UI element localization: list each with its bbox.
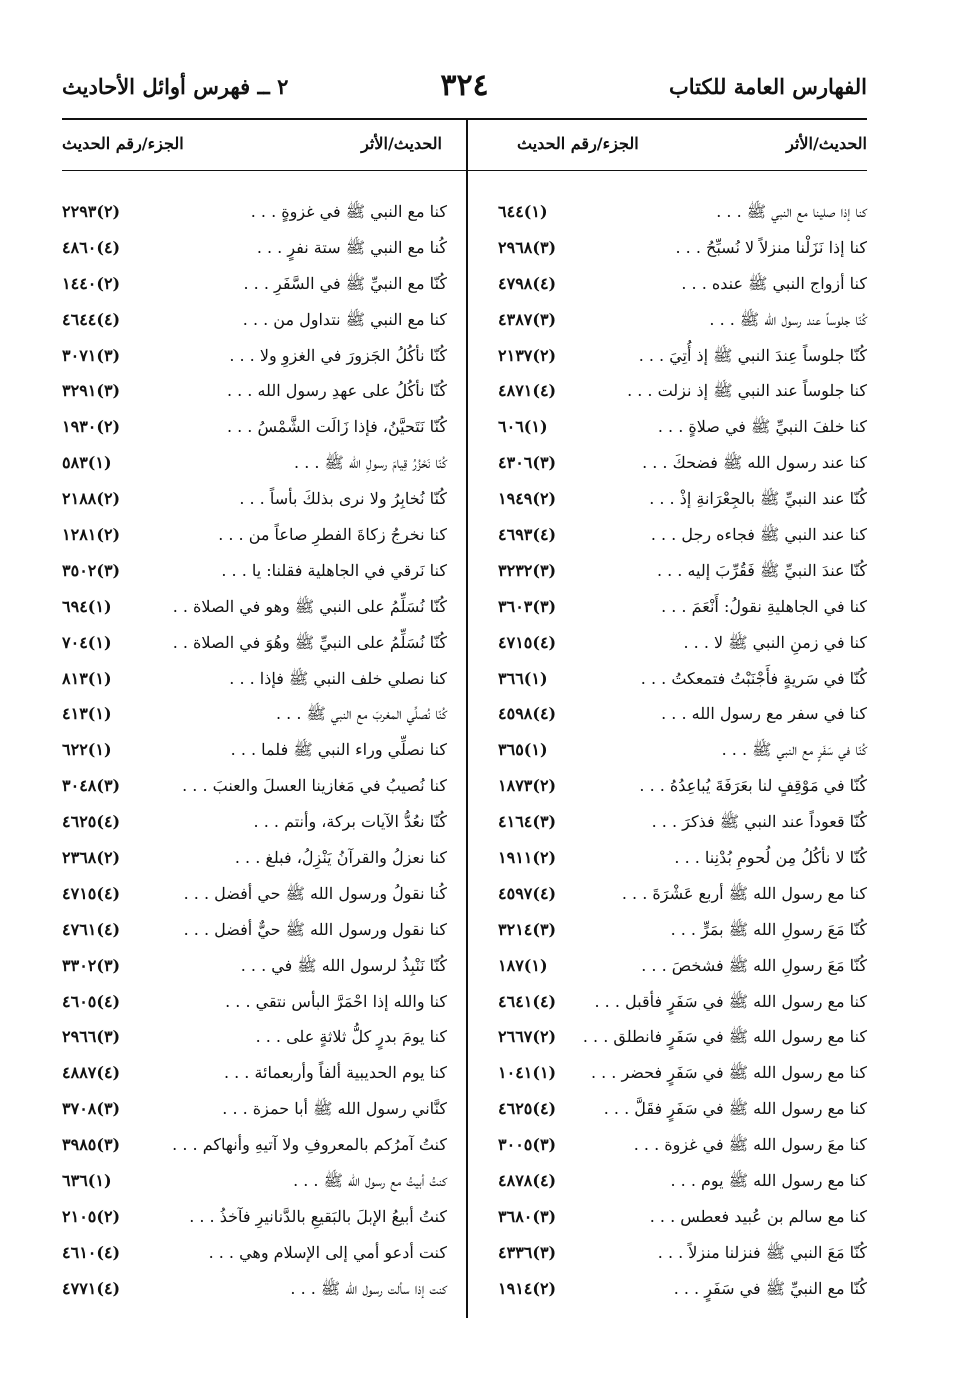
hadith-reference: (١)٦٤٤ [498,202,548,221]
index-entry [484,1201,867,1237]
hadith-reference: (٤)٤٥٩٧ [498,883,557,903]
hadith-reference: (٤)٤٨٦٠ [62,237,121,257]
hadith-text: كنا إذا صلينا مع النبي ﷺ . . . [716,202,867,221]
hadith-text: كنا في زمنِ النبي ﷺ لا . . . [683,632,867,652]
hadith-reference: (٣)٣٠٤٨ [62,776,121,796]
index-entry [62,196,447,232]
hadith-text: كُنّا في سَريةٍ فأَجْنَبْتُ فتمعكتُ . . . [640,668,867,688]
hadith-header: الحديث/الأثر [786,134,867,153]
index-entry [484,734,867,770]
hadith-text: كنا يومَ بدرٍ كلُّ ثلاثةٍ على . . . [255,1027,447,1047]
hadith-text: كنا معَ رسول الله ﷺ في غزوة . . . [633,1135,867,1155]
hadith-text: كنتُ آمرُكم بالمعروفِ ولا آتيهِ وأنهاكم . . . [172,1135,447,1155]
index-entry [484,591,867,627]
hadith-text: كُنّا جلوساً عِندَ النبي ﷺ إذ أُتِيَ . . . [638,345,867,365]
hadith-text: كنا نَرقي في الجاهلية فقلنا: يا . . . [221,560,447,580]
hadith-text: كُنّا مع النبيِّ ﷺ في السَّفَرِ . . . [243,273,447,293]
hadith-text: كنا مع رسول الله ﷺ في سَفَرٍ فأقبل . . . [594,991,867,1011]
index-entry [484,1273,867,1309]
index-entry [484,196,867,232]
hadith-text: كُنّا نُسَلِّمُ على النبي ﷺ وهو في الصلاة . . [172,596,447,616]
index-entry [62,591,447,627]
hadith-text: كنا مع رسول الله ﷺ يوم . . . [670,1171,867,1191]
index-entry [484,375,867,411]
hadith-reference: (٢)٢٢٩٣ [62,202,121,221]
hadith-text: كُنّا جلوساً عند رسول الله ﷺ . . . [709,309,867,329]
right-column [484,196,867,1309]
index-entry [484,770,867,806]
index-entry [62,447,447,483]
index-entry [484,698,867,734]
hadith-reference: (٢)١٩٤٩ [498,489,557,509]
hadith-reference: (٣)٣٥٠٢ [62,560,121,580]
hadith-text: كُنّا نَحْزُرُ قِيامَ رسولِ الله ﷺ . . . [294,453,447,473]
hadith-reference: (٤)٤٦٤٤ [62,309,121,329]
hadith-text: كنا أزواج النبي ﷺ عنده . . . [681,273,867,293]
hadith-text: كنا مع رسول الله ﷺ في سَفَرٍ فحضر . . . [590,1063,867,1083]
hadith-text: كنا جلوساً عند النبي ﷺ إذ نزلت . . . [627,381,867,401]
hadith-text: كُنّا قعوداً عند النبي ﷺ فذكرَ . . . [651,812,867,832]
hadith-text: كُنا نقولُ ورسول الله ﷺ حي أفضل . . . [183,883,447,903]
hadith-reference: (٣)٤٣٨٧ [498,309,557,329]
hadith-reference: (١)٧٠٤ [62,632,112,652]
hadith-text: كنا نُصيبُ في مَغازينا العسلَ والعنبَ . . . [182,776,447,796]
hadith-reference: (١)٦٢٢ [62,740,112,760]
index-entry [62,519,447,555]
hadith-reference: (٢)٢١٨٨ [62,489,121,509]
hadith-reference: (٣)٣٠٠٥ [498,1135,557,1155]
hadith-reference: (٣)٣٠٧١ [62,345,121,365]
hadith-text: كنا مع النبي ﷺ نتداول من . . . [242,309,447,329]
hadith-text: كنا نقول ورسول الله ﷺ حيٌّ أفضل . . . [183,919,447,939]
hadith-reference: (١)١٠٤١ [498,1063,557,1083]
hadith-text: كُنّا مع النبيِّ ﷺ في سَفَرٍ . . . [673,1278,867,1298]
hadith-text: كنا مع النبي ﷺ في غزوةٍ . . . [250,202,447,221]
index-entry [484,1129,867,1165]
hadith-text: كُنّا نَتَحيَّنُ، فإذا زَالَت الشَّمْسُ . . . [226,417,447,437]
hadith-reference: (٣)٢٩٦٦ [62,1027,121,1047]
hadith-text: كنا في الجاهليةِ نقولُ: أَنْعَمَ . . . [661,596,867,616]
index-entry [484,340,867,376]
index-entry [484,914,867,950]
index-entry [62,914,447,950]
index-entry [62,340,447,376]
hadith-text: كنا يوم الحديبية ألفاً وأربعمائة . . . [223,1063,447,1083]
index-entry [62,1273,447,1309]
index-entry [484,1165,867,1201]
hadith-reference: (٣)٣٩٨٥ [62,1135,121,1155]
section-title: ٢ ــ فهرس أوائل الأحاديث [62,74,289,99]
hadith-text: كنا عند رسول الله ﷺ فضحكَ . . . [642,453,867,473]
hadith-reference: (٣)٣٧٠٨ [62,1099,121,1119]
hadith-text: كنا مع سالم بن عُبيد فعطس . . . [649,1206,867,1226]
hadith-text: كُنّا نُسَلِّمُ على النبيِّ ﷺ وهُوَ في الصلاة . . [172,632,447,652]
index-entry [62,663,447,699]
index-entry [62,698,447,734]
index-entry [484,232,867,268]
hadith-reference: (٣)٣٦٠٣ [498,596,557,616]
hadith-reference: (١)٨١٣ [62,668,112,688]
hadith-reference: (١)٦٠٦ [498,417,548,437]
page-number: ٣٢٤ [440,68,489,103]
index-entry [484,304,867,340]
hadith-text: كنت إذا سألت رسول الله ﷺ . . . [290,1278,447,1298]
index-entry [62,411,447,447]
index-entry [484,950,867,986]
hadith-reference: (٢)١٢٨١ [62,525,121,545]
index-entry [62,555,447,591]
hadith-text: كُنّا في مَوْقِفٍ لنا بعَرَفَةَ يُباعِدُهُ . . . [639,776,867,796]
index-entry [62,232,447,268]
hadith-text: كُنّا مَعَ النبي ﷺ فنزلنا منزلاً . . . [657,1242,867,1262]
hadith-reference: (١)٥٨٣ [62,453,112,473]
hadith-text: كنتُ أبيعُ الإبلَ بالبَقيعِ بالدَّنانيرِ فآخذُ . . . [189,1206,447,1226]
hadith-reference: (٤)٤٧٦١ [62,919,121,939]
hadith-text: كنا مع رسول الله ﷺ أربع عَشْرَةَ . . . [621,883,867,903]
index-entry [62,770,447,806]
hadith-reference: (١)٦٩٤ [62,596,112,616]
hadith-text: كُنّا لا نأكُلُ مِن لُحومِ بُدْنِنا . . . [674,848,867,868]
hadith-reference: (٢)١٩١٤ [498,1278,557,1298]
hadith-reference: (٢)١٨٧٣ [498,776,557,796]
hadith-reference: (٣)٣٢١٤ [498,919,557,939]
hadith-text: كُنّا نُخابِرُ ولا نرى بذلكَ بأساً . . . [239,489,447,509]
hadith-reference: (٣)٤٣٣٦ [498,1242,557,1262]
index-entry [484,806,867,842]
hadith-reference: (٤)٤٨٨٧ [62,1063,121,1083]
hadith-text: كنا والله إذا احْمَرَّ البأس نتقي . . . [225,991,447,1011]
hadith-reference: (٢)١٩١١ [498,848,557,868]
index-entry [484,519,867,555]
index-entry [62,375,447,411]
reference-header: الجزء/رقم الحديث [62,134,184,153]
hadith-reference: (١)٤١٣ [62,704,112,724]
hadith-text: كُنّا مَعَ رسولِ الله ﷺ بمَرٍّ . . . [670,919,867,939]
header-rule [62,118,867,120]
hadith-text: كُنّا نُصلِّي المغربَ مع النبي ﷺ . . . [275,704,447,724]
hadith-text: كُنّا نَنْبِذُ لرسول الله ﷺ في . . . [240,955,447,975]
index-entry [62,1021,447,1057]
hadith-text: كُنّا عند النبيِّ ﷺ بالجِعْرَانةِ إذْ . . . [649,489,867,509]
index-entry [62,878,447,914]
hadith-text: كُنّا مَعَ رسولِ الله ﷺ فشخصَ . . . [641,955,867,975]
index-entry [484,1237,867,1273]
index-entry [62,1057,447,1093]
hadith-reference: (١)٦٣٦ [62,1171,112,1191]
hadith-text: كنتُ أبيتُ مع رسول الله ﷺ . . . [293,1171,447,1191]
hadith-text: كنا عند النبي ﷺ فجاءه رجل . . . [650,525,867,545]
hadith-reference: (٣)٤٣٠٦ [498,453,557,473]
hadith-reference: (٢)١٩٣٠ [62,417,121,437]
index-entry [484,842,867,878]
column-divider [466,118,468,1318]
hadith-reference: (١)٣٦٦ [498,668,548,688]
hadith-text: كنا نعزلُ والقرآنُ يَنْزِلُ، فبلغ . . . [234,848,447,868]
hadith-text: كنا خلفَ النبيِّ ﷺ في صلاةٍ . . . [657,417,867,437]
book-title: الفهارس العامة للكتاب [668,74,867,99]
reference-header: الجزء/رقم الحديث [517,134,639,153]
hadith-text: كنَّاني رسول الله ﷺ أبا حمزة . . . [222,1099,447,1119]
column-header-rule [62,170,867,171]
hadith-reference: (١)١٨٧ [498,955,548,975]
index-entry [484,878,867,914]
hadith-reference: (٣)٣٣٠٢ [62,955,121,975]
hadith-reference: (٤)٤٧١٥ [62,883,121,903]
index-entry [62,268,447,304]
hadith-reference: (١)٣٦٥ [498,740,548,760]
index-entry [484,268,867,304]
index-entry [62,806,447,842]
left-column [62,196,447,1309]
index-entry [62,986,447,1022]
index-entry [62,1165,447,1201]
index-entry [62,1093,447,1129]
index-entry [484,627,867,663]
index-entry [484,986,867,1022]
index-entry [62,1201,447,1237]
hadith-reference: (٢)٢١٠٥ [62,1206,121,1226]
index-entry [484,411,867,447]
index-entry [484,447,867,483]
hadith-reference: (٤)٤٦٩٣ [498,525,557,545]
hadith-reference: (٢)٢٣٦٨ [62,848,121,868]
index-entry [62,734,447,770]
hadith-reference: (٢)١٤٤٠ [62,273,121,293]
hadith-reference: (٤)٤٨٧٨ [498,1171,557,1191]
index-entry [484,1093,867,1129]
hadith-text: كُنا مع النبي ﷺ ستة نفرٍ . . . [256,237,447,257]
hadith-reference: (٤)٤٦٠٥ [62,991,121,1011]
left-column-header [62,128,442,164]
hadith-text: كنا إذا نَزَلْنا منزلاً لا نُسبِّحُ . . . [675,237,867,257]
hadith-text: كنا مع رسول الله ﷺ في سَفَرٍ فقَلَّ . . . [603,1099,867,1119]
index-entry [484,1057,867,1093]
index-entry [484,663,867,699]
page-header [62,70,867,110]
hadith-text: كُنّا نعُدُّ الآيات بركة، وأنتم . . . [253,812,447,832]
hadith-text: كُنّا نأكُلُ الجَزورَ في الغزوِ ولا . . . [229,345,447,365]
hadith-text: كُنّا نأكُلُ على عهدِ رسول الله . . . [226,381,447,401]
hadith-text: كنا في سفر مع رسول الله . . . [661,704,867,724]
index-entry [62,627,447,663]
hadith-reference: (٤)٤٧٧١ [62,1278,121,1298]
hadith-text: كنا نخرجُ زكاةَ الفطرِ صاعاً من . . . [218,525,447,545]
index-entry [484,483,867,519]
hadith-text: كنا مع رسول الله ﷺ في سَفَرٍ فانطلق . . . [582,1027,867,1047]
hadith-reference: (٤)٤٦٢٥ [498,1099,557,1119]
hadith-reference: (٤)٤٦٢٥ [62,812,121,832]
hadith-text: كنا نصلي خلف النبي ﷺ فإذا . . . [229,668,447,688]
hadith-reference: (٢)٢١٣٧ [498,345,557,365]
hadith-reference: (٣)٣٢٣٢ [498,560,557,580]
hadith-reference: (٣)٤١٦٤ [498,812,557,832]
hadith-reference: (٤)٤٧١٥ [498,632,557,652]
hadith-reference: (٣)٣٦٨٠ [498,1206,557,1226]
hadith-text: كُنّا في سَفَرٍ مع النبي ﷺ . . . [721,740,867,760]
index-entry [62,950,447,986]
hadith-text: كنا نصلِّي وراء النبي ﷺ فلما . . . [230,740,447,760]
index-entry [62,483,447,519]
hadith-text: كُنّا عندَ النبيِّ ﷺ فَقُرِّبَ إليه . . . [656,560,867,580]
hadith-reference: (٤)٤٦١٠ [62,1242,121,1262]
index-entry [484,1021,867,1057]
index-entry [62,304,447,340]
hadith-text: كنت أدعو أمي إلى الإسلام وهي . . . [208,1242,447,1262]
index-entry [62,842,447,878]
hadith-header: الحديث/الأثر [361,134,442,153]
index-entry [62,1129,447,1165]
hadith-reference: (٣)٣٢٩١ [62,381,121,401]
hadith-reference: (٤)٤٨٧١ [498,381,557,401]
index-entry [484,555,867,591]
right-column-header [487,128,867,164]
hadith-reference: (٤)٤٥٩٨ [498,704,557,724]
hadith-reference: (٤)٤٧٩٨ [498,273,557,293]
hadith-reference: (٣)٢٩٦٨ [498,237,557,257]
index-entry [62,1237,447,1273]
hadith-reference: (٤)٤٦٤١ [498,991,557,1011]
hadith-reference: (٢)٢٦٦٧ [498,1027,557,1047]
